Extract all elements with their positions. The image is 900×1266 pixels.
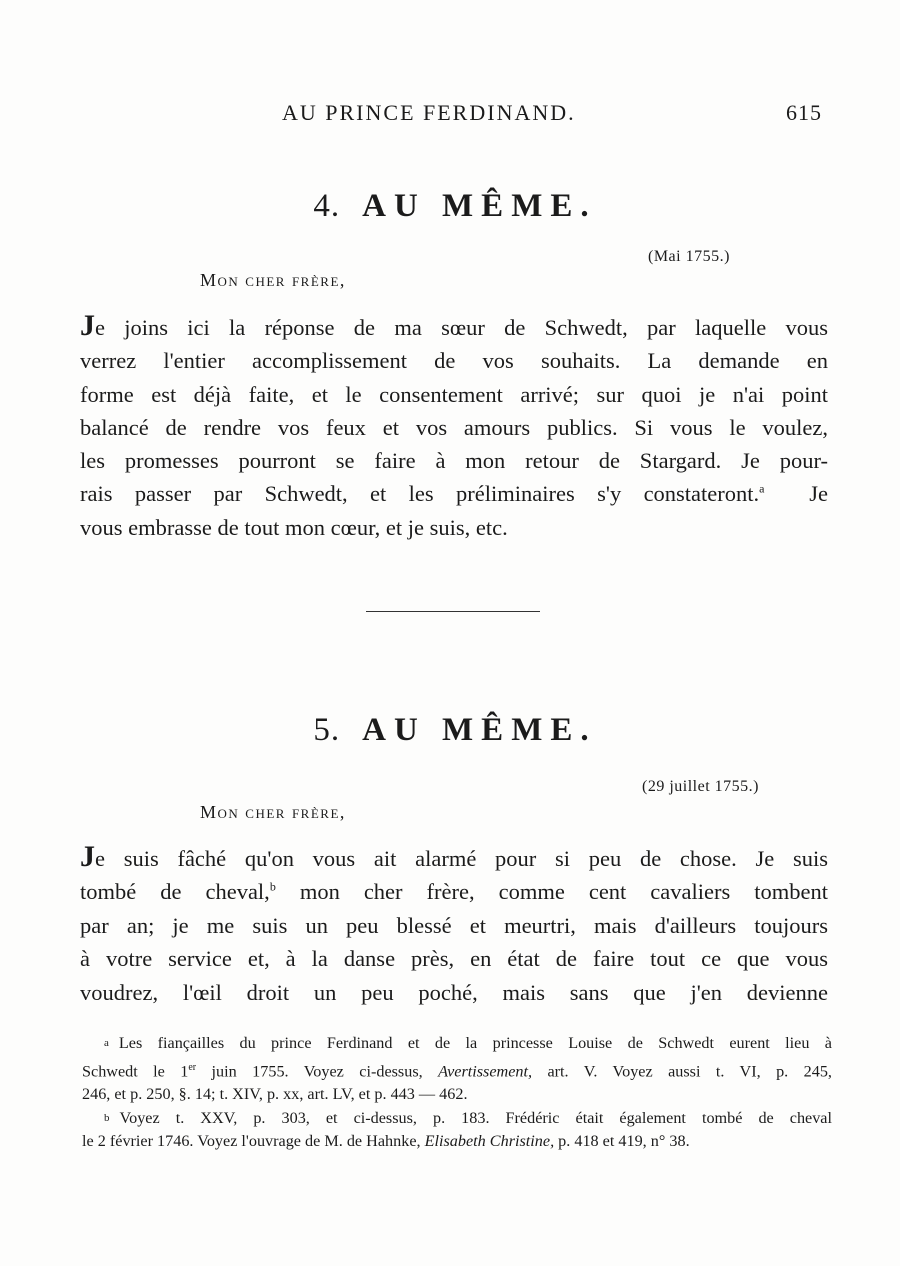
letter-4-salutation: Mon cher frère, — [200, 270, 346, 290]
letter-heading: AU MÊME. — [362, 188, 597, 224]
text-line: par an; je me suis un peu blessé et meurtri, mais d'ailleurs toujours — [80, 912, 828, 938]
text-line: voudrez, l'œil droit un peu poché, mais sans que j'en devienne — [80, 979, 828, 1005]
footnote-line — [82, 1032, 832, 1056]
text-line-with-note — [80, 875, 828, 908]
text-line: Je joins ici la réponse de ma sœur de Schwedt, par laquelle vous — [80, 309, 828, 342]
letter-5-date: (29 juillet 1755.) — [642, 778, 759, 795]
text-line: verrez l'entier accomplissement de vos souhaits. La demande en — [80, 348, 828, 374]
text-line: balancé de rendre vos feux et vos amours publics. Si vous le voulez, — [80, 414, 828, 440]
footnote-line — [82, 1107, 832, 1131]
text-segment: tombé de cheval, — [80, 879, 270, 905]
text-line-with-note — [80, 477, 828, 510]
text-segment: mon cher frère, comme cent cavaliers tombent — [299, 879, 828, 905]
text-segment: juin 1755. Voyez ci-dessus, — [196, 1061, 439, 1080]
text-segment: Schwedt le 1 — [82, 1061, 189, 1080]
letter-5-title — [0, 712, 900, 749]
letter-heading: AU MÊME. — [362, 712, 597, 748]
text-line: les promesses pourront se faire à mon retour de Stargard. Je pour- — [80, 448, 828, 474]
italic-title: Elisabeth Christine, — [424, 1132, 555, 1151]
page-number: 615 — [786, 100, 822, 125]
text-segment: Je — [809, 481, 828, 507]
italic-title: Avertissement, — [438, 1061, 533, 1080]
footnote-line — [82, 1130, 832, 1154]
letter-5-salutation: Mon cher frère, — [200, 802, 346, 822]
text-segment: art. V. Voyez aussi t. VI, p. 245, — [532, 1061, 832, 1080]
running-header — [0, 100, 900, 130]
footnote-a — [82, 1032, 832, 1107]
text-line: vous embrasse de tout mon cœur, et je suis, etc. — [80, 514, 508, 540]
letter-4-date: (Mai 1755.) — [648, 248, 730, 265]
text-segment: rais passer par Schwedt, et les préliminaires s'y constateront. — [80, 481, 760, 507]
running-title: AU PRINCE FERDINAND. — [282, 100, 576, 125]
footnote-ref-a: a — [759, 481, 765, 496]
footnote-mark: b — [104, 1111, 110, 1124]
letter-4-title — [0, 188, 900, 225]
footnote-line: 246, et p. 250, §. 14; t. XIV, p. xx, art. LV, et p. 443 — 462. — [82, 1085, 468, 1104]
text-line: forme est déjà faite, et le consentement arrivé; sur quoi je n'ai point — [80, 381, 828, 407]
footnote-line — [82, 1056, 832, 1084]
footnotes — [82, 1032, 832, 1154]
footnote-ref-b: b — [269, 879, 276, 894]
footnote-b — [82, 1107, 832, 1154]
section-divider — [366, 611, 540, 612]
text-segment: le 2 février 1746. Voyez l'ouvrage de M. de Hahnke, — [82, 1132, 425, 1151]
text-line: à votre service et, à la danse près, en état de faire tout ce que vous — [80, 946, 828, 972]
text-segment: p. 418 et 419, n° 38. — [554, 1132, 690, 1151]
text-segment: Voyez t. XXV, p. 303, et ci-dessus, p. 183. Frédéric était également tombé de cheval — [119, 1108, 832, 1127]
text-line: Je suis fâché qu'on vous ait alarmé pour si peu de chose. Je suis — [80, 840, 828, 873]
letter-number: 5. — [313, 712, 341, 748]
letter-4-body — [80, 309, 828, 544]
text-segment: Les fiançailles du prince Ferdinand et de la princesse Louise de Schwedt eurent lieu à — [118, 1034, 832, 1052]
letter-5-body — [80, 840, 828, 1009]
footnote-mark: a — [104, 1037, 109, 1049]
ordinal-sup: er — [188, 1061, 197, 1073]
letter-number: 4. — [313, 188, 341, 224]
